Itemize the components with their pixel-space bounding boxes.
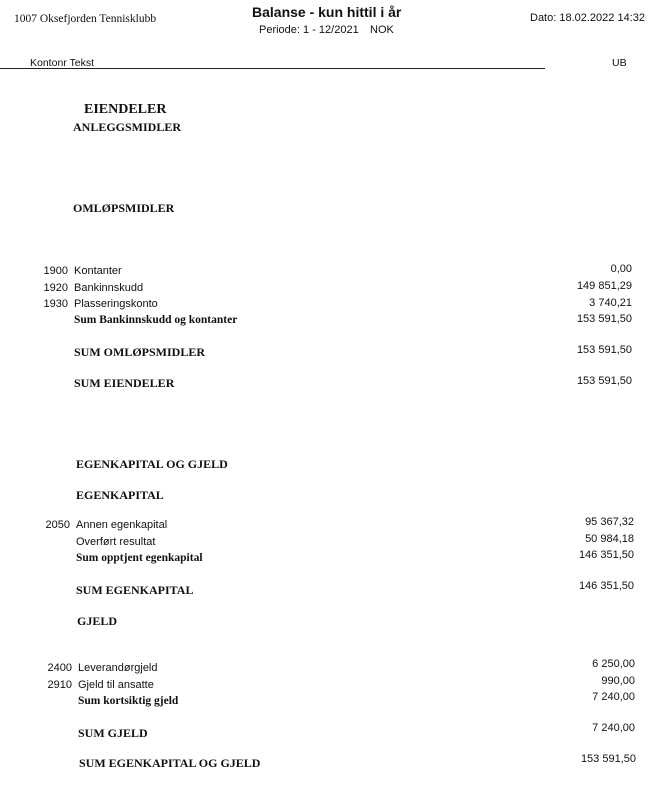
account-code: 1920 xyxy=(43,282,68,294)
account-value: 0,00 xyxy=(610,263,632,275)
sum-earned-equity-value: 146 351,50 xyxy=(578,549,634,561)
column-header-account-text: Kontonr Tekst xyxy=(30,57,95,69)
report-currency: NOK xyxy=(370,24,394,36)
account-text: Bankinnskudd xyxy=(74,282,144,294)
account-text: Overført resultat xyxy=(76,536,156,548)
section-title-fixed-assets: ANLEGGSMIDLER xyxy=(73,120,182,134)
account-code: 2400 xyxy=(47,662,72,674)
sum-debt-label: SUM GJELD xyxy=(78,726,148,740)
column-header-rule xyxy=(0,68,545,69)
sum-equity-and-debt-label: SUM EGENKAPITAL OG GJELD xyxy=(79,756,261,770)
account-value: 6 250,00 xyxy=(592,658,635,670)
sum-equity-label: SUM EGENKAPITAL xyxy=(76,583,194,597)
sum-bank-value: 153 591,50 xyxy=(576,313,632,325)
sum-current-assets-value: 153 591,50 xyxy=(576,344,632,356)
sum-short-term-debt-label: Sum kortsiktig gjeld xyxy=(78,695,179,707)
account-code: 2910 xyxy=(47,679,72,691)
account-text: Annen egenkapital xyxy=(76,519,168,531)
account-text: Kontanter xyxy=(74,265,122,277)
section-title-equity-liabilities: EGENKAPITAL OG GJELD xyxy=(76,457,228,471)
column-header-ub: UB xyxy=(612,57,627,69)
account-code: 2050 xyxy=(45,519,70,531)
report-date: Dato: 18.02.2022 14:32 xyxy=(530,12,645,24)
section-title-equity: EGENKAPITAL xyxy=(76,488,164,502)
section-title-debt: GJELD xyxy=(77,614,118,628)
sum-bank-label: Sum Bankinnskudd og kontanter xyxy=(74,314,238,326)
account-value: 50 984,18 xyxy=(585,533,634,545)
club-name: 1007 Oksefjorden Tennisklubb xyxy=(14,13,157,25)
report-title: Balanse - kun hittil i år xyxy=(252,4,402,20)
account-value: 3 740,21 xyxy=(589,297,632,309)
account-text: Leverandørgjeld xyxy=(78,662,158,674)
sum-short-term-debt-value: 7 240,00 xyxy=(592,691,635,703)
section-title-current-assets: OMLØPSMIDLER xyxy=(73,201,175,215)
section-title-assets: EIENDELER xyxy=(84,102,167,117)
account-code: 1930 xyxy=(43,298,68,310)
sum-current-assets-label: SUM OMLØPSMIDLER xyxy=(74,345,206,359)
sum-equity-value: 146 351,50 xyxy=(578,580,634,592)
sum-assets-label: SUM EIENDELER xyxy=(74,376,175,390)
account-value: 990,00 xyxy=(601,675,635,687)
sum-equity-and-debt-value: 153 591,50 xyxy=(580,753,636,765)
report-period: Periode: 1 - 12/2021 xyxy=(259,24,359,36)
sum-debt-value: 7 240,00 xyxy=(592,722,635,734)
sum-earned-equity-label: Sum opptjent egenkapital xyxy=(76,552,203,564)
account-text: Plasseringskonto xyxy=(74,298,158,310)
account-code: 1900 xyxy=(43,265,68,277)
account-value: 149 851,29 xyxy=(576,280,632,292)
sum-assets-value: 153 591,50 xyxy=(576,375,632,387)
account-text: Gjeld til ansatte xyxy=(78,679,154,691)
account-value: 95 367,32 xyxy=(585,516,634,528)
